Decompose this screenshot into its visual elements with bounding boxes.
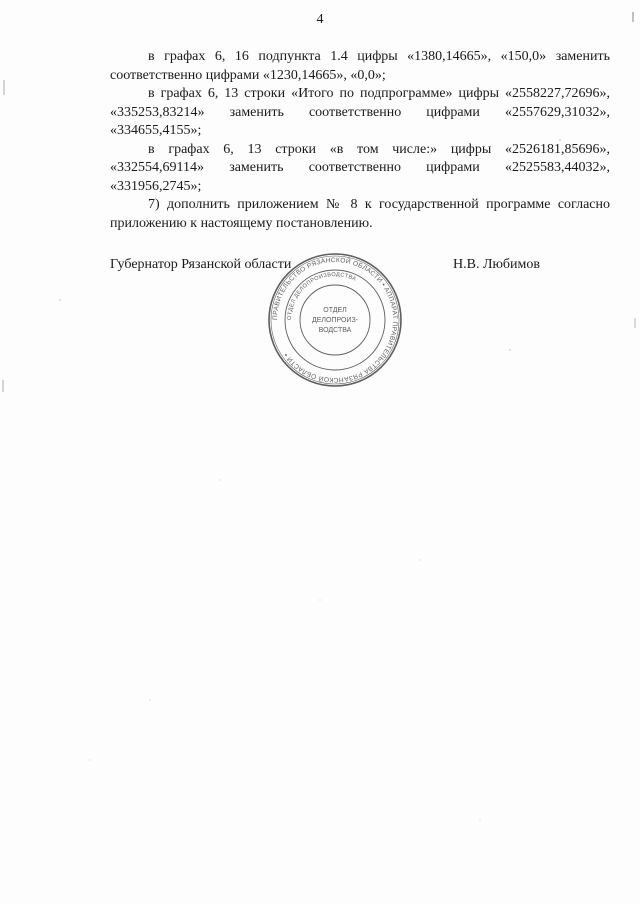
paragraph-1: в графах 6, 16 подпункта 1.4 цифры «1380,14665», «150,0» заменить соответственно цифрами «1230,14665», «0,0»; [110,49,610,83]
stamp-outer-text: ПРАВИТЕЛЬСТВО РЯЗАНСКОЙ ОБЛАСТИ • АППАРАТ ПРАВИТЕЛЬСТВА РЯЗАНСКОЙ ОБЛАСТИ • [271,256,399,384]
signatory-name: Н.В. Любимов [453,257,540,272]
stamp-inner-text: ОТДЕЛ ДЕЛОПРОИЗВОДСТВА [286,271,358,321]
page-number: 4 [316,12,324,27]
office-stamp [265,250,405,390]
paragraph-2: в графах 6, 13 строки «Итого по подпрограмме» цифры «2558227,72696», «335253,83214» заменить соответственно цифрами «2557629,31032», «334655,4155»; [110,86,610,138]
document-body [110,48,610,233]
stamp-center-line-3: ВОДСТВА [318,327,352,334]
paragraph-3: в графах 6, 13 строки «в том числе:» цифры «2526181,85696», «332554,69114» заменить соответственно цифрами «2525583,44032», «331956,2745»; [110,141,610,194]
paragraph-4: 7) дополнить приложением № 8 к государственной программе согласно приложению к настоящему постановлению. [110,197,610,231]
signatory-position: Губернатор Рязанской области [110,257,292,272]
stamp-center-line-2: ДЕЛОПРОИЗ- [311,317,359,324]
stamp-center-line-1: ОТДЕЛ [323,307,347,314]
